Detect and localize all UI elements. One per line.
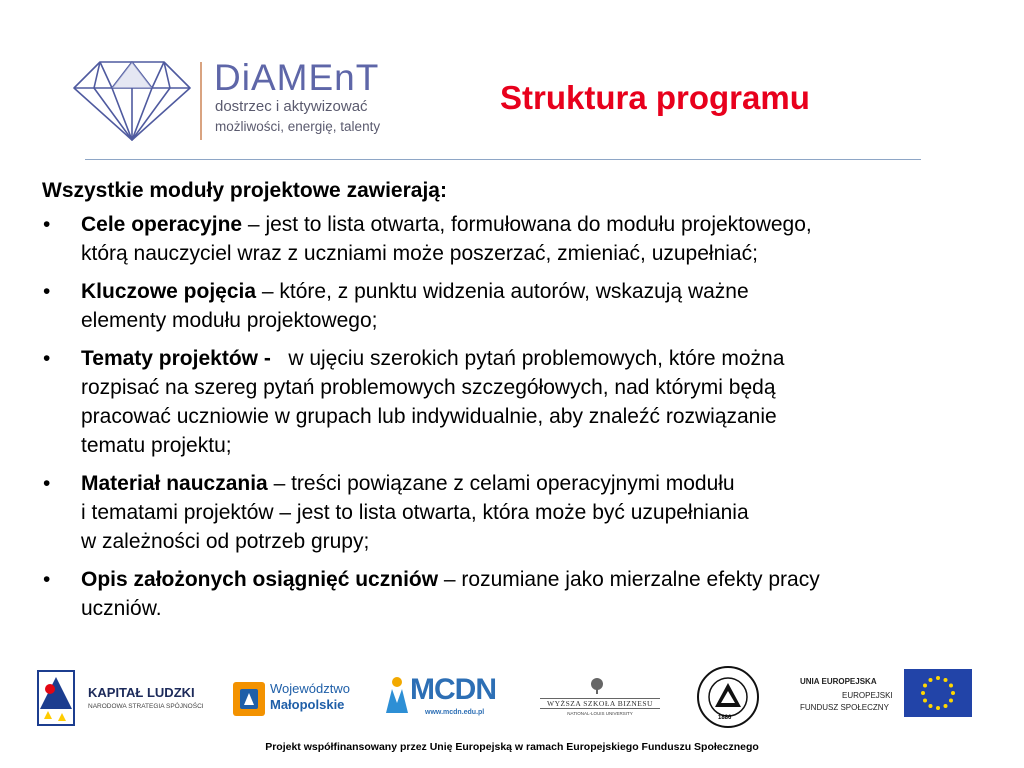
- funding-note: Projekt współfinansowany przez Unię Europejską w ramach Europejskiego Funduszu Społecznego: [265, 741, 759, 753]
- bullet-text: – jest to lista otwarta, formułowana do modułu projektowego,: [242, 213, 812, 236]
- bullet-item: [40, 277, 1000, 335]
- wsb-subtitle: NATIONAL-LOUIS UNIVERSITY: [567, 711, 633, 716]
- nlu-year: 1886: [718, 715, 732, 721]
- bullet-text: i tematami projektów – jest to lista otwarta, która może być uzupełniania: [81, 501, 749, 524]
- bullet-item: [40, 344, 1000, 460]
- bullet-item: [40, 469, 1000, 556]
- bullet-term: Kluczowe pojęcia: [81, 280, 257, 303]
- kapital-ludzki-flag-icon: [36, 669, 76, 727]
- kapital-ludzki-title: KAPITAŁ LUDZKI: [88, 685, 195, 700]
- bullet-text: elementy modułu projektowego;: [81, 309, 378, 332]
- bullet-dot: •: [43, 213, 51, 236]
- bullet-text: tematu projektu;: [81, 434, 232, 457]
- bullet-dot: •: [43, 472, 51, 495]
- header-divider: [85, 159, 921, 160]
- brand-name: DiAMEnT: [214, 57, 380, 98]
- bullet-text: uczniów.: [81, 597, 162, 620]
- eu-star-icon: [949, 699, 953, 703]
- brand-tagline: dostrzec i aktywizować: [215, 98, 368, 115]
- malopolska-line1: Województwo: [270, 681, 350, 696]
- brand-tagline-2: możliwości, energię, talenty: [215, 119, 381, 134]
- eu-line2: EUROPEJSKI: [842, 691, 893, 700]
- malopolska-line2: Małopolskie: [270, 697, 345, 712]
- eu-star-icon: [936, 676, 940, 680]
- bullet-list: [40, 210, 1000, 632]
- bullet-term: Materiał nauczania: [81, 472, 268, 495]
- bullet-text: w ujęciu szerokich pytań problemowych, które można: [270, 347, 785, 370]
- eu-star-icon: [936, 706, 940, 710]
- eu-star-icon: [949, 684, 953, 688]
- bullet-dot: •: [43, 347, 51, 370]
- wsb-tree-icon: [588, 677, 606, 695]
- eu-star-icon: [923, 699, 927, 703]
- wsb-name: WYŻSZA SZKOŁA BIZNESU: [540, 698, 660, 709]
- sponsor-logos: [0, 655, 1024, 735]
- eu-star-icon: [929, 678, 933, 682]
- mcdn-name: MCDN: [410, 673, 496, 706]
- mcdn-url: www.mcdn.edu.pl: [425, 709, 485, 716]
- slide-title: Struktura programu: [500, 79, 810, 116]
- eu-star-icon: [951, 691, 955, 695]
- intro-heading: Wszystkie moduły projektowe zawierają:: [42, 179, 447, 202]
- bullet-text: którą nauczyciel wraz z uczniami może poszerzać, zmieniać, uzupełniać;: [81, 242, 758, 265]
- bullet-text: rozpisać na szereg pytań problemowych szczegółowych, nad którymi będą: [81, 376, 776, 399]
- bullet-term: Tematy projektów -: [81, 347, 271, 370]
- bullet-text: w zależności od potrzeb grupy;: [81, 530, 370, 553]
- bullet-dot: •: [43, 280, 51, 303]
- brand-divider: [200, 62, 202, 140]
- eu-star-icon: [944, 704, 948, 708]
- bullet-term: Opis założonych osiągnięć uczniów: [81, 568, 439, 591]
- mcdn-mark-icon: [384, 675, 410, 715]
- eu-star-icon: [929, 704, 933, 708]
- bullet-term: Cele operacyjne: [81, 213, 243, 236]
- diament-diamond-logo: [72, 58, 192, 142]
- eu-star-icon: [923, 684, 927, 688]
- bullet-text: pracować uczniowie w grupach lub indywidualnie, aby znaleźć rozwiązanie: [81, 405, 777, 428]
- eu-line1: UNIA EUROPEJSKA: [800, 677, 877, 686]
- eu-line3: FUNDUSZ SPOŁECZNY: [800, 703, 889, 712]
- bullet-dot: •: [43, 568, 51, 591]
- eu-flag-icon: [904, 669, 972, 717]
- eu-star-icon: [944, 678, 948, 682]
- bullet-text: – które, z punktu widzenia autorów, wskazują ważne: [256, 280, 749, 303]
- kapital-ludzki-subtitle: NARODOWA STRATEGIA SPÓJNOŚCI: [88, 703, 204, 710]
- bullet-text: – treści powiązane z celami operacyjnymi modułu: [267, 472, 735, 495]
- bullet-item: [40, 210, 1000, 268]
- eu-star-icon: [921, 691, 925, 695]
- malopolska-crest-icon: [232, 681, 266, 717]
- bullet-item: [40, 565, 1000, 623]
- bullet-text: – rozumiane jako mierzalne efekty pracy: [438, 568, 820, 591]
